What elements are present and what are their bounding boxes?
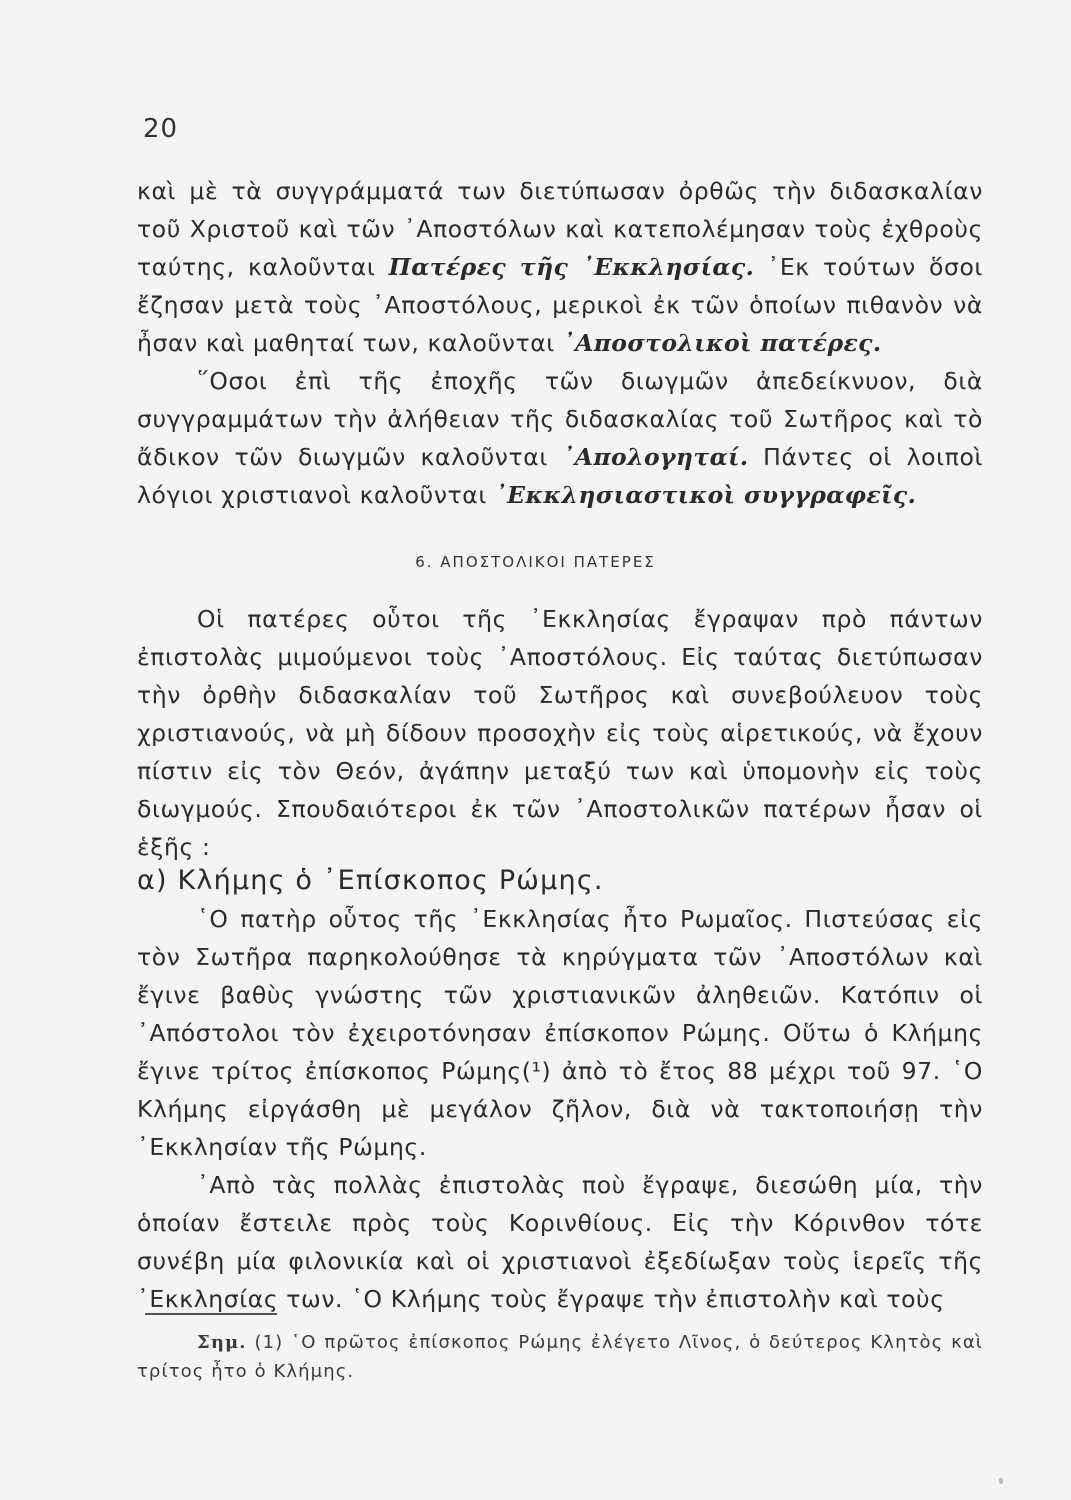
section-heading: 6. ΑΠΟΣΤΟΛΙΚΟΙ ΠΑΤΕΡΕΣ: [415, 553, 656, 571]
apologists-text-2: Πάντες οἱ λοιποὶ λόγιοι χριστιανοὶ καλοῦνται: [137, 443, 983, 509]
clement-paragraph-2: ᾿Απὸ τὰς πολλὰς ἐπιστολὰς ποὺ ἔγραψε, διεσώθη μία, τὴν ὁποίαν ἔστειλε πρὸς τοὺς Κορινθίους. Εἰς τὴν Κόρινθον τότε συνέβη μία φιλονικία καὶ οἱ χριστιανοὶ ἐξεδίωξαν τοὺς ἱερεῖς τῆς ᾿Εκκλησίας των. ῾Ο Κλήμης τοὺς ἔγραψε τὴν ἐπιστολὴν καὶ τοὺς: [137, 1171, 983, 1313]
term-apostolic-fathers: ᾿Αποστολικοὶ πατέρες.: [562, 329, 882, 357]
intro-paragraph: [137, 172, 983, 362]
scan-mark: [999, 1478, 1003, 1484]
footnote-label: Σημ.: [197, 1332, 247, 1353]
footnote-divider: [145, 1313, 277, 1315]
section-block: [137, 600, 983, 866]
footnote-reference: (¹): [521, 1057, 552, 1085]
clement-subheading: α) Κλήμης ὁ ᾿Επίσκοπος Ρώμης.: [137, 865, 604, 896]
clement-text-1: ῾Ο πατὴρ οὗτος τῆς ᾿Εκκλησίας ἦτο Ρωμαῖος. Πιστεύσας εἰς τὸν Σωτῆρα παρηκολούθησε τὰ κηρύγματα τῶν ᾿Αποστόλων καὶ ἔγινε βαθὺς γνώστης τῶν χριστιανικῶν ἀληθειῶν. Κατόπιν οἱ ᾿Απόστολοι τὸν ἐχειροτόνησαν ἐπίσκοπον Ρώμης. Οὕτω ὁ Κλήμης ἔγινε τρίτος ἐπίσκοπος Ρώμης: [137, 905, 983, 1085]
apologists-paragraph: [137, 362, 983, 514]
footnote: [137, 1328, 983, 1386]
section-paragraph: Οἱ πατέρες οὗτοι τῆς ᾿Εκκλησίας ἔγραψαν πρὸ πάντων ἐπιστολὰς μιμούμενοι τοὺς ᾿Αποστόλους. Εἰς ταύτας διετύπωσαν τὴν ὀρθὴν διδασκαλίαν τοῦ Σωτῆρος καὶ συνεβούλευον τοὺς χριστιανούς, νὰ μὴ δίδουν προσοχὴν εἰς τοὺς αἱρετικούς, νὰ ἔχουν πίστιν εἰς τὸν Θεόν, ἀγάπην μεταξύ των καὶ ὑπομονὴν εἰς τοὺς διωγμούς. Σπουδαιότεροι ἐκ τῶν ᾿Αποστολικῶν πατέρων ἦσαν οἱ ἑξῆς :: [137, 605, 983, 861]
intro-text-1: καὶ μὲ τὰ συγγράμματά των διετύπωσαν ὀρθῶς τὴν διδασκαλίαν τοῦ Χριστοῦ καὶ τῶν ᾿Αποστόλων καὶ κατεπολέμησαν τοὺς ἐχθροὺς ταύτης, καλοῦνται: [137, 177, 983, 281]
term-ecclesiastical-writers: ᾿Εκκλησιαστικοὶ συγγραφεῖς.: [495, 481, 917, 509]
intro-block: [137, 172, 983, 514]
footnote-text: (1) ῾Ο πρῶτος ἐπίσκοπος Ρώμης ἐλέγετο Λῖνος, ὁ δεύτερος Κλητὸς καὶ τρίτος ἦτο ὁ Κλήμης.: [137, 1332, 983, 1382]
clement-block: [137, 900, 983, 1318]
apologists-text-1: ῞Οσοι ἐπὶ τῆς ἐποχῆς τῶν διωγμῶν ἀπεδείκνυον, διὰ συγγραμμάτων τὴν ἀλήθειαν τῆς διδασκαλίας τοῦ Σωτῆρος καὶ τὸ ἄδικον τῶν διωγμῶν καλοῦνται: [137, 367, 983, 471]
page-number: 20: [143, 114, 179, 144]
term-church-fathers: Πατέρες τῆς ᾿Εκκλησίας.: [388, 253, 755, 281]
term-apologists: ᾿Απολογηταί.: [562, 443, 749, 471]
intro-text-2: ᾿Εκ τούτων ὅσοι ἔζησαν μετὰ τοὺς ᾿Αποστόλους, μερικοὶ ἐκ τῶν ὁποίων πιθανὸν νὰ ἦσαν καὶ μαθηταί των, καλοῦνται: [137, 253, 983, 357]
clement-text-2: ἀπὸ τὸ ἔτος 88 μέχρι τοῦ 97. ῾Ο Κλήμης εἰργάσθη μὲ μεγάλον ζῆλον, διὰ νὰ τακτοποιήσῃ τὴν ᾿Εκκλησίαν τῆς Ρώμης.: [137, 1057, 983, 1161]
clement-paragraph-1: [137, 900, 983, 1166]
